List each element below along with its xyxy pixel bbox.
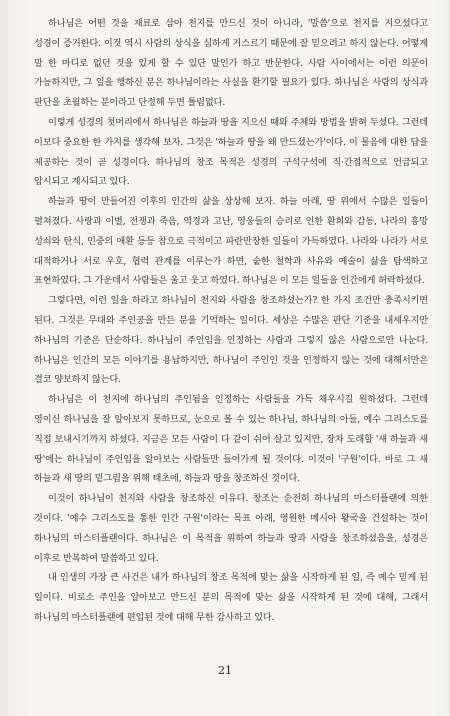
paragraph: 하늘과 땅이 만들어진 이후의 인간의 삶을 상상해 보자. 하늘 아래, 땅 위에서 수많은 일들이 펼쳐졌다. 사랑과 이별, 전쟁과 죽음, 역경과 고난, 영웅들의 승리로 인한 환희와 감동, 나라의 흥망 성쇠와 탄식, 민중의 애환 등등 참으로 극적이고 파란만장한 일들이 가득하였다. 나라와 나라가 서로 대적하거나 서로 우호, 협력 관계를 이루는가 하면, 숱한 철학과 사유와 예술이 삶을 탐색하고 표현하였다. 그 가운데서 사람들은 울고 웃고 하였다. 하나님은 이 모든 일들을 인간에게 허락하셨다. bbox=[34, 196, 428, 287]
paragraph: 이렇게 성경의 첫머리에서 하나님은 하늘과 땅을 지으신 때와 주체와 방법을 밝혀 두셨다. 그런데 이보다 중요한 한 가지를 생각해 보자. 그것은 '하늘과 땅을 왜 만드셨는가'이다. 이 물음에 대한 답을 제공하는 것이 곧 성경이다. 하나님의 창조 목적은 성경의 구석구석에 직·간접적으로 언급되고 암시되고 계시되고 있다. bbox=[34, 116, 428, 188]
paragraph: 그렇다면, 이런 일을 하라고 하나님이 천지와 사람을 창조하셨는가? 한 가지 조건만 충족시키면 된다. 그것은 무대와 주인공을 만든 분을 기억하는 일이다. 세상은 수많은 판단 기준을 내세우지만 하나님의 기준은 단순하다. 하나님이 주인임을 인정하는 사람과 그렇지 않은 사람으로만 나눈다. 하나님은 인간의 모든 이야기를 용납하지만, 하나님이 주인인 것을 인정하지 않는 것에 대해서만은 결코 양보하지 않는다. bbox=[34, 295, 428, 386]
paragraph: 내 인생의 가장 큰 사건은 내가 하나님의 창조 목적에 맞는 삶을 시작하게 된 일, 즉 예수 믿게 된 일이다. 비로소 주인을 알아보고 만드신 분의 목적에 맞는 삶을 시작하게 된 것에 대해, 그래서 하나님의 마스터플랜에 편입된 것에 대해 무한 감사하고 있다. bbox=[34, 572, 428, 623]
body-text bbox=[34, 14, 428, 628]
page-number: 21 bbox=[218, 664, 232, 677]
paragraph: 하나님은 이 천지에 하나님의 주인됨을 인정하는 사람들을 가득 채우시길 원하셨다. 그런데 영이신 하나님을 잘 알아보지 못하므로, 눈으로 볼 수 있는 하나님, 하나님의 아들, 예수 그리스도를 직접 보내시기까지 하셨다. 지금은 모든 사람이 다 같이 쉬어 살고 있지만, 장차 도래할 '새 하늘과 새 땅'에는 하나님이 주인임을 알아보는 사람들만 들어가게 될 것이다. 이것이 '구원'이다. 바로 그 새 하늘과 새 땅의 밑그림을 위해 태초에, 하늘과 땅을 창조하신 것이다. bbox=[34, 394, 428, 485]
paragraph: 이것이 하나님이 천지와 사람을 창조하신 이유다. 창조는 순전히 하나님의 마스터플랜에 의한 것이다. '예수 그리스도를 통한 인간 구원'이라는 목표 아래, 영원한 메시아 왕국을 건설하는 것이 하나님의 마스터플랜이다. 하나님은 이 목적을 위하여 하늘과 땅과 사람을 창조하셨음을, 성경은 이후로 반복하여 말씀하고 있다. bbox=[34, 493, 428, 564]
paragraph: 하나님은 어떤 것을 재료로 삼아 천지를 만드신 것이 아니라, '말씀'으로 천지를 지으셨다고 성경이 증거한다. 이것 역시 사람의 상식을 심하게 거스르기 때문에 잘 믿으려고 하지 않는다. 어떻게 말 한 마디로 없던 것을 있게 할 수 있단 말인가 하고 반문한다. 사람 사이에서는 이런 의문이 가능하지만, 그 일을 행하신 분은 하나님이라는 사실을 환기할 필요가 있다. 하나님은 사람의 상식과 판단을 초월하는 분이라고 단정해 두면 틀림없다. bbox=[34, 18, 428, 109]
